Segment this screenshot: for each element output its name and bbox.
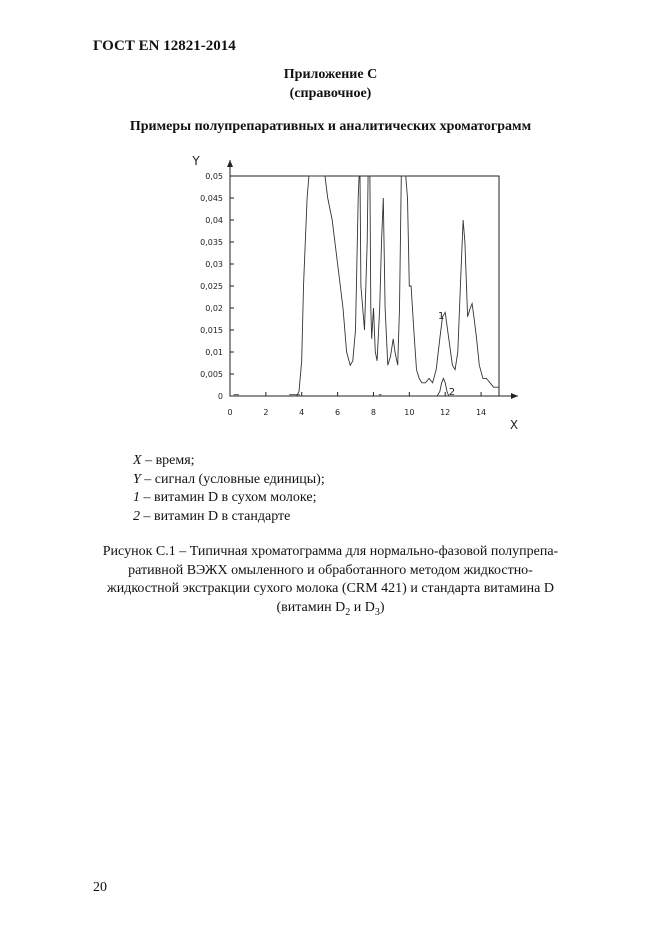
page-number: 20 — [93, 880, 107, 895]
legend-text: – витамин D в сухом молоке; — [140, 490, 317, 505]
y-tick-label: 0,04 — [205, 216, 223, 225]
x-axis-arrow-icon — [511, 393, 518, 399]
legend-item — [133, 489, 325, 508]
legend-list — [133, 452, 325, 526]
standard-header: ГОСТ EN 12821-2014 — [93, 38, 236, 54]
plot-frame — [230, 176, 499, 396]
legend-symbol: 1 — [133, 490, 140, 505]
y-tick-label: 0,045 — [200, 194, 223, 203]
caption-text: и D — [350, 599, 375, 615]
appendix-title: Приложение С — [283, 67, 378, 82]
y-tick-label: 0,01 — [205, 348, 223, 357]
series-line-1 — [296, 176, 499, 396]
legend-symbol: Y — [133, 471, 141, 487]
y-tick-label: 0,05 — [205, 172, 223, 181]
series-line-2 — [437, 378, 449, 396]
x-tick-label: 0 — [227, 408, 233, 417]
y-tick-label: 0 — [217, 392, 223, 401]
chromatogram-chart — [180, 148, 530, 438]
peak-label-2: 2 — [448, 387, 456, 398]
peak-label-1: 1 — [438, 311, 445, 322]
x-tick-label: 12 — [440, 408, 451, 417]
caption-subscript: 3 — [374, 606, 380, 618]
caption-text: ) — [379, 599, 385, 615]
legend-item — [133, 471, 325, 490]
legend-text: – сигнал (условные единицы); — [140, 471, 325, 487]
y-tick-label: 0,035 — [200, 238, 223, 247]
legend-symbol: 2 — [133, 508, 140, 524]
caption-line: Рисунок С.1 – Типичная хроматограмма для нормально-фазовой полупрепа- — [102, 544, 559, 559]
caption-line: ративной ВЭЖХ омыленного и обработанного методом жидкостно- — [128, 562, 533, 578]
caption-subscript: 2 — [345, 606, 351, 618]
figure-caption — [80, 543, 581, 617]
x-tick-label: 4 — [299, 408, 305, 417]
y-tick-label: 0,02 — [205, 304, 223, 313]
caption-line — [80, 599, 581, 618]
section-title: Примеры полупрепаративных и аналитических хроматограмм — [129, 119, 532, 134]
y-axis-arrow-icon — [227, 160, 233, 167]
caption-text: (витамин D — [276, 599, 346, 615]
appendix-subtitle: (справочное) — [289, 86, 372, 101]
x-tick-label: 8 — [370, 408, 377, 417]
x-tick-label: 14 — [475, 408, 487, 417]
y-tick-label: 0,005 — [200, 370, 223, 379]
x-tick-label: 10 — [404, 408, 415, 417]
legend-text: – время; — [141, 453, 195, 468]
x-axis-label: X — [509, 418, 519, 432]
y-axis-label: Y — [192, 154, 200, 168]
appendix-heading — [0, 65, 661, 103]
chromatogram-svg — [180, 148, 530, 438]
y-tick-label: 0,025 — [200, 282, 223, 291]
legend-item — [133, 452, 325, 471]
caption-line: жидкостной экстракции сухого молока (CRM 421) и стандарта витамина D — [107, 581, 554, 596]
x-tick-label: 6 — [335, 408, 341, 417]
y-tick-label: 0,03 — [205, 260, 223, 269]
legend-text: – витамин D в стандарте — [140, 508, 291, 524]
legend-symbol: X — [133, 453, 142, 468]
y-tick-label: 0,015 — [200, 326, 223, 335]
x-tick-label: 2 — [263, 408, 269, 417]
legend-item — [133, 508, 325, 527]
